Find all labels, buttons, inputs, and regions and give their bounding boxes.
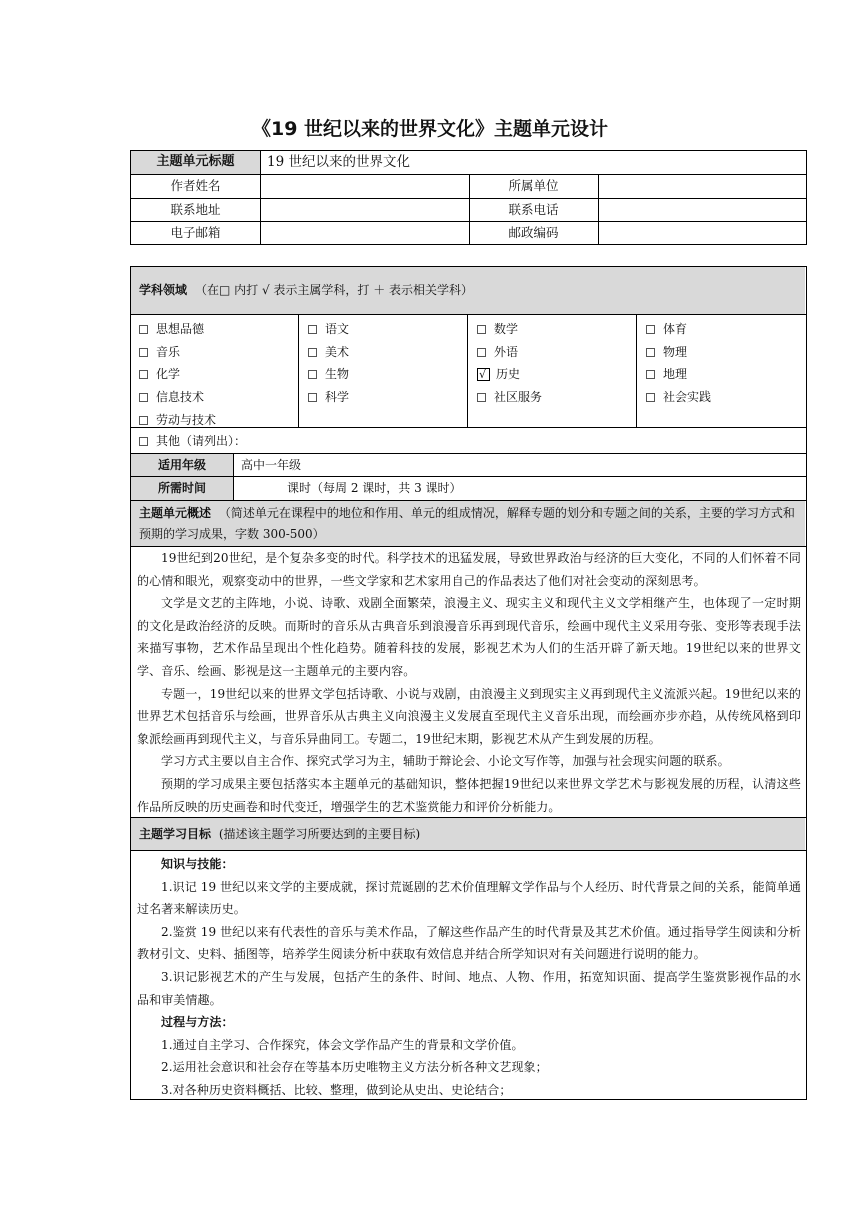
checkbox-icon[interactable] (139, 370, 148, 379)
process-item: 3.对各种历史资料概括、比较、整理，做到论从史出、史论结合； (161, 1082, 512, 1097)
checkbox-icon[interactable] (139, 348, 148, 357)
unit-title-value[interactable]: 19 世纪以来的世界文化 (267, 154, 410, 170)
checkbox-icon[interactable] (646, 370, 655, 379)
checkbox-icon[interactable] (308, 348, 317, 357)
overview-body (137, 547, 801, 818)
address-label: 联系地址 (170, 202, 221, 217)
checkbox-icon[interactable] (477, 393, 486, 402)
main-table (130, 266, 807, 1100)
checkbox-item[interactable]: 社会实践 (646, 387, 801, 410)
checkbox-icon[interactable] (139, 393, 148, 402)
checkbox-icon[interactable] (646, 393, 655, 402)
checkbox-icon[interactable] (139, 325, 148, 334)
knowledge-item: 2.鉴赏 19 世纪以来有代表性的音乐与美术作品，了解这些作品产生的时代背景及其艺术价值。通过指导学生阅读和分析教材引文、史料、插图等，培养学生阅读分析中获取有效信息并结合所学知识对有关问题进行说明的能力。 (137, 924, 801, 962)
knowledge-item: 3.识记影视艺术的产生与发展，包括产生的条件、时间、地点、人物、作用，拓宽知识面、提高学生鉴赏影视作品的水品和审美情趣。 (137, 969, 801, 1007)
checkbox-item[interactable]: 物理 (646, 342, 801, 365)
process-item: 2.运用社会意识和社会存在等基本历史唯物主义方法分析各种文艺现象； (161, 1060, 548, 1075)
checkbox-item[interactable]: 外语 (477, 342, 632, 365)
knowledge-item: 1.识记 19 世纪以来文学的主要成就，探讨荒诞剧的艺术价值理解文学作品与个人经历、时代背景之间的关系，能简单通过名著来解读历史。 (137, 879, 801, 917)
email-value[interactable] (265, 222, 465, 244)
checkbox-icon[interactable] (646, 325, 655, 334)
subject-label: 学科领域 (139, 283, 188, 297)
checkbox-item[interactable]: 地理 (646, 364, 801, 387)
unit-title-label: 主题单元标题 (131, 151, 260, 174)
checkbox-item[interactable]: 音乐 (139, 342, 294, 365)
checkbox-icon[interactable] (308, 370, 317, 379)
checkbox-item[interactable]: 社区服务 (477, 387, 632, 410)
goals-body (137, 853, 801, 1102)
checkbox-item[interactable]: 数学 (477, 319, 632, 342)
checkbox-item[interactable]: 生物 (308, 364, 463, 387)
goals-label: 主题学习目标 (139, 827, 212, 841)
page-title: 《19 世纪以来的世界文化》主题单元设计 (251, 118, 609, 140)
checkbox-icon[interactable] (477, 348, 486, 357)
header-table (130, 150, 807, 245)
checkbox-item[interactable]: √历史 (477, 364, 632, 387)
subject-col4 (646, 319, 801, 410)
checkbox-item[interactable]: 科学 (308, 387, 463, 410)
subject-col2 (308, 319, 463, 410)
grade-value[interactable]: 高中一年级 (241, 458, 302, 472)
subject-header (131, 267, 805, 314)
time-label: 所需时间 (131, 477, 233, 500)
subject-other[interactable]: 其他（请列出）： (139, 431, 246, 451)
checkbox-icon[interactable] (139, 416, 148, 425)
checkbox-icon[interactable] (139, 437, 148, 446)
overview-paragraph: 文学是文艺的主阵地，小说、诗歌、戏剧全面繁荣，浪漫主义、现实主义和现代主义文学相继产生，也体现了一定时期的文化是政治经济的反映。而斯时的音乐从古典音乐到浪漫音乐再到现代音乐，绘画中现代主义采用夸张、变形等表现手法来描写事物，艺术作品呈现出个性化趋势。随着科技的发展，影视艺术为人们的生活开辟了新天地。19世纪以来的世界文学、音乐、绘画、影视是这一主题单元的主要内容。 (137, 596, 801, 678)
phone-label: 联系电话 (508, 202, 559, 217)
grade-label: 适用年级 (131, 454, 233, 476)
checkbox-item[interactable]: 语文 (308, 319, 463, 342)
checkbox-item[interactable]: 思想品德 (139, 319, 294, 342)
checkbox-item[interactable]: 体育 (646, 319, 801, 342)
checkbox-icon[interactable] (308, 393, 317, 402)
unit-label: 所属单位 (508, 178, 559, 193)
checkbox-item[interactable]: 劳动与技术 (139, 410, 294, 433)
checkbox-icon[interactable] (646, 348, 655, 357)
overview-paragraph: 预期的学习成果主要包括落实本主题单元的基础知识，整体把握19世纪以来世界文学艺术与影视发展的历程，认清这些作品所反映的历史画卷和时代变迁，增强学生的艺术鉴赏能力和评价分析能力。 (137, 776, 801, 814)
checkbox-item[interactable]: 信息技术 (139, 387, 294, 410)
goals-note: (描述该主题学习所要达到的主要目标) (218, 827, 421, 841)
checkbox-item[interactable]: 化学 (139, 364, 294, 387)
knowledge-heading: 知识与技能： (161, 857, 234, 871)
overview-header (131, 501, 805, 546)
author-value[interactable] (265, 175, 465, 198)
checkbox-icon[interactable] (477, 325, 486, 334)
overview-paragraph: 专题一，19世纪以来的世界文学包括诗歌、小说与戏剧，由浪漫主义到现实主义再到现代主义流派兴起。19世纪以来的世界艺术包括音乐与绘画，世界音乐从古典主义向浪漫主义发展直至现代主义音乐出现，而绘画亦步亦趋，从传统风格到印象派绘画再到现代主义，与音乐异曲同工。专题二，19世纪末期，影视艺术从产生到发展的历程。 (137, 686, 801, 746)
unit-value[interactable] (603, 175, 803, 198)
subject-note: （在□ 内打 √ 表示主属学科，打 ＋ 表示相关学科） (195, 283, 474, 297)
subject-col3 (477, 319, 632, 410)
address-value[interactable] (265, 199, 465, 221)
process-item: 1.通过自主学习、合作探究，体会文学作品产生的背景和文学价值。 (161, 1037, 524, 1052)
subject-col1 (139, 319, 294, 432)
checkbox-item[interactable]: 美术 (308, 342, 463, 365)
checkbox-icon[interactable] (308, 325, 317, 334)
overview-label: 主题单元概述 (139, 506, 212, 520)
overview-note: （简述单元在课程中的地位和作用、单元的组成情况，解释专题的划分和专题之间的关系，主要的学习方式和预期的学习成果，字数 300-500） (139, 506, 795, 541)
author-label: 作者姓名 (170, 178, 221, 193)
postcode-label: 邮政编码 (508, 225, 559, 240)
email-label: 电子邮箱 (170, 225, 221, 240)
checkbox-checked-icon[interactable] (477, 368, 490, 381)
process-heading: 过程与方法： (161, 1015, 234, 1030)
overview-paragraph: 19世纪到20世纪，是个复杂多变的时代。科学技术的迅猛发展，导致世界政治与经济的巨大变化，不同的人们怀着不同的心情和眼光，观察变动中的世界，一些文学家和艺术家用自己的作品表达了他们对社会变动的深刻思考。 (137, 551, 801, 588)
overview-paragraph: 学习方式主要以自主合作、探究式学习为主，辅助于辩论会、小论文写作等，加强与社会现实问题的联系。 (161, 754, 730, 769)
goals-header (131, 818, 805, 850)
time-value[interactable]: 课时（每周 2 课时，共 3 课时） (287, 481, 462, 495)
postcode-value[interactable] (603, 222, 803, 244)
phone-value[interactable] (603, 199, 803, 221)
